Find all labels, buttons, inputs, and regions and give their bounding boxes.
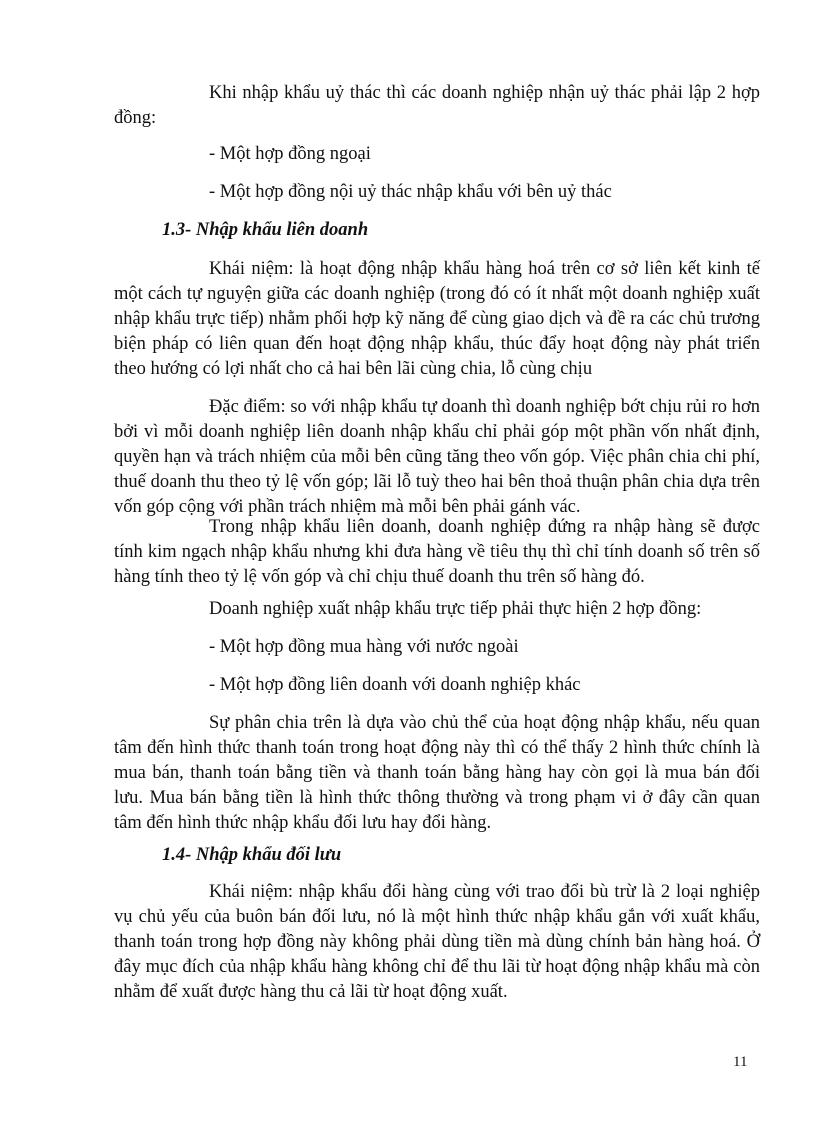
paragraph-payment-forms: Sự phân chia trên là dựa vào chủ thể của hoạt động nhập khẩu, nếu quan tâm đến hình thức thanh toán trong hoạt động này thì có thể thấy 2 hình thức chính là mua bán, thanh toán bằng tiền và thanh toán bằng hàng hay còn gọi là mua bán đối lưu. Mua bán bằng tiền là hình thức thông thường và trong phạm vi ở đây cần quan tâm đến hình thức nhập khẩu đối lưu hay đổi hàng. [114,713,760,833]
paragraph-counter-trade-concept: Khái niệm: nhập khẩu đổi hàng cùng với trao đổi bù trừ là 2 loại nghiệp vụ chủ yếu của buôn bán đối lưu, nó là một hình thức nhập khẩu gắn với xuất khẩu, thanh toán trong hợp đồng này không phải dùng tiền mà dùng chính bản hàng hoá. Ở đây mục đích của nhập khẩu hàng không chỉ để thu lãi từ hoạt động nhập khẩu mà còn nhằm để xuất được hàng thu cả lãi từ hoạt động xuất. [114,882,760,1002]
paragraph-joint-venture-concept: Khái niệm: là hoạt động nhập khẩu hàng hoá trên cơ sở liên kết kinh tế một cách tự nguyện giữa các doanh nghiệp (trong đó có ít nhất một doanh nghiệp xuất nhập khẩu trực tiếp) nhằm phối hợp kỹ năng để cùng giao dịch và đề ra các chủ trương biện pháp có liên quan đến hoạt động nhập khẩu, thúc đẩy hoạt động này phát triển theo hướng có lợi nhất cho cả hai bên lãi cùng chia, lỗ cùng chịu [114,259,760,379]
list-item-joint-venture-contract: - Một hợp đồng liên doanh với doanh nghiệp khác [209,675,581,695]
page-number: 11 [733,1054,748,1070]
paragraph-entrusted-import-contracts: Khi nhập khẩu uỷ thác thì các doanh nghiệp nhận uỷ thác phải lập 2 hợp đồng: [114,83,760,128]
paragraph-direct-importer-contracts: Doanh nghiệp xuất nhập khẩu trực tiếp phải thực hiện 2 hợp đồng: [209,599,702,619]
paragraph-joint-venture-features: Đặc điểm: so với nhập khẩu tự doanh thì doanh nghiệp bớt chịu rủi ro hơn bởi vì mỗi doanh nghiệp liên doanh nhập khẩu chỉ phải góp một phần vốn nhất định, quyền hạn và trách nhiệm của mỗi bên cũng tăng theo vốn góp. Việc phân chia chi phí, thuế doanh thu theo tỷ lệ vốn góp; lãi lỗ tuỳ theo hai bên thoả thuận phân chia dựa trên vốn góp cộng với phần trách nhiệm mà mỗi bên phải gánh vác. [114,397,760,517]
section-heading-1-3: 1.3- Nhập khẩu liên doanh [162,220,369,240]
list-item-purchase-contract: - Một hợp đồng mua hàng với nước ngoài [209,637,519,657]
list-item-domestic-entrustment-contract: - Một hợp đồng nội uỷ thác nhập khẩu với bên uỷ thác [209,182,612,202]
section-heading-1-4: 1.4- Nhập khẩu đối lưu [162,845,342,865]
paragraph-joint-venture-turnover: Trong nhập khẩu liên doanh, doanh nghiệp đứng ra nhập hàng sẽ được tính kim ngạch nhập khẩu nhưng khi đưa hàng về tiêu thụ thì chỉ tính doanh số trên số hàng tính theo tỷ lệ vốn góp và chỉ chịu thuế doanh thu trên số hàng đó. [114,517,760,587]
list-item-foreign-contract: - Một hợp đồng ngoại [209,144,371,164]
